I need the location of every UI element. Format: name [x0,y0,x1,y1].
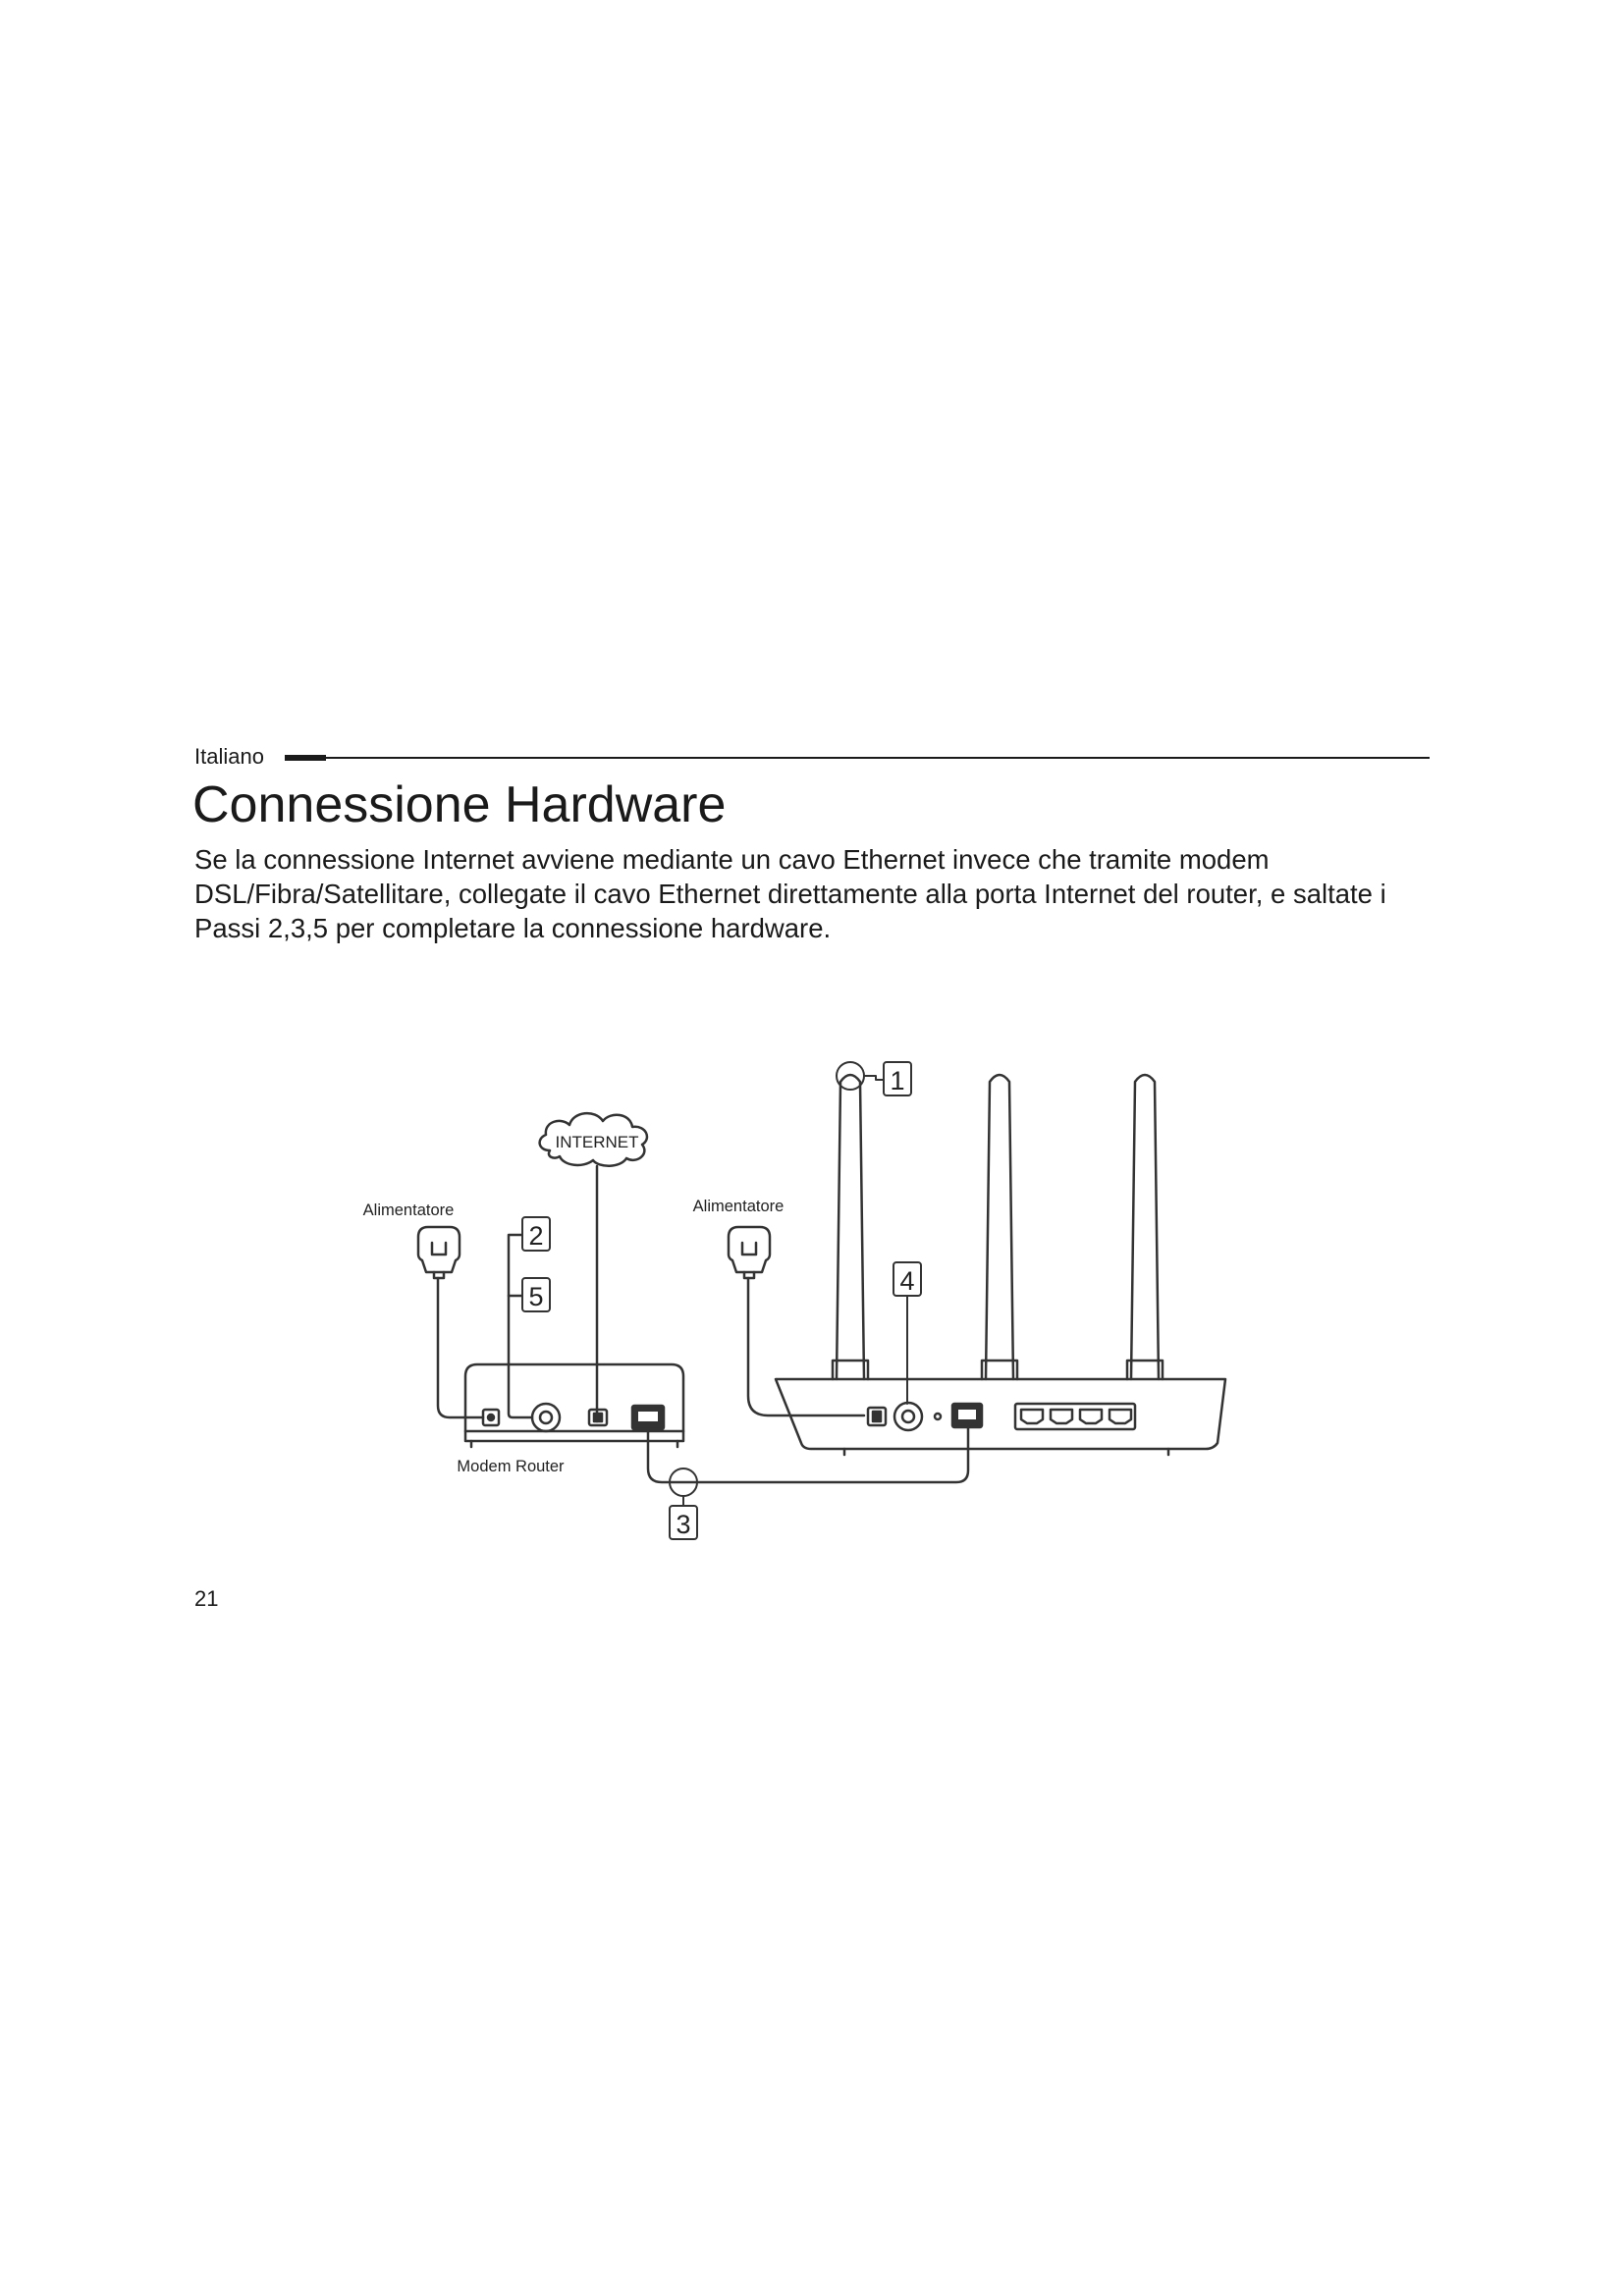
ethernet-cable [648,1427,968,1482]
internet-label: INTERNET [555,1133,639,1151]
wireless-router-icon [776,1075,1225,1455]
modem-router-icon [465,1364,683,1447]
step-4-label: 4 [899,1266,915,1296]
page-number: 21 [194,1586,219,1611]
section-rule [326,757,1430,759]
step-3-label: 3 [676,1510,691,1539]
left-power-adapter-label: Alimentatore [362,1201,455,1219]
section-language-label: Italiano [194,744,264,769]
left-power-adapter-icon [418,1227,460,1278]
step-2-label: 2 [528,1221,544,1251]
modem-router-label: Modem Router [457,1458,565,1475]
router-power-cable [748,1278,864,1415]
modem-power-cable [438,1278,483,1417]
intro-paragraph: Se la connessione Internet avviene mediante un cavo Ethernet invece che tramite modem DSL/Fibra/Satellitare, collegate il cavo Ethernet direttamente alla porta Internet del router, e saltate i Passi 2,3,5 per completare la connessione hardware. [194,844,1386,943]
step-1-label: 1 [890,1066,905,1095]
section-header [194,738,1430,768]
step-5-label: 5 [528,1282,544,1311]
section-rule-accent [285,755,326,761]
right-power-adapter-icon [729,1227,770,1278]
right-power-adapter-label: Alimentatore [692,1198,785,1215]
page-title: Connessione Hardware [192,776,727,833]
hardware-connection-diagram [353,1041,1237,1580]
